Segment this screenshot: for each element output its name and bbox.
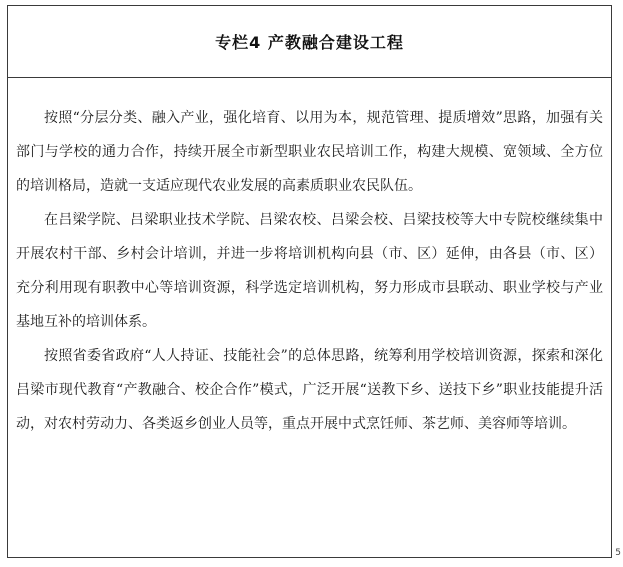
box-title: 专栏4 产教融合建设工程	[215, 33, 404, 52]
paragraph-1: 按照“分层分类、融入产业，强化培育、以用为本，规范管理、提质增效”思路，加强有关部门与学校的通力合作，持续开展全市新型职业农民培训工作，构建大规模、宽领域、全方位的培训格局，造就一支适应现代农业发展的高素质职业农民队伍。	[16, 110, 603, 194]
paragraph-2: 在吕梁学院、吕梁职业技术学院、吕梁农校、吕梁会校、吕梁技校等大中专院校继续集中开展农村干部、乡村会计培训，并进一步将培训机构向县（市、区）延伸，由各县（市、区）充分利用现有职教中心等培训资源，科学选定培训机构，努力形成市县联动、职业学校与产业基地互补的培训体系。	[16, 212, 603, 330]
title-row	[8, 6, 611, 78]
edge-page-mark: 5	[615, 548, 621, 558]
paragraph-3: 按照省委省政府“人人持证、技能社会”的总体思路，统筹利用学校培训资源，探索和深化吕梁市现代教育“产教融合、校企合作”模式，广泛开展“送教下乡、送技下乡”职业技能提升活动，对农村劳动力、各类返乡创业人员等，重点开展中式烹饪师、茶艺师、美容师等培训。	[16, 348, 603, 432]
feature-box	[7, 5, 612, 558]
content-area	[8, 101, 611, 441]
